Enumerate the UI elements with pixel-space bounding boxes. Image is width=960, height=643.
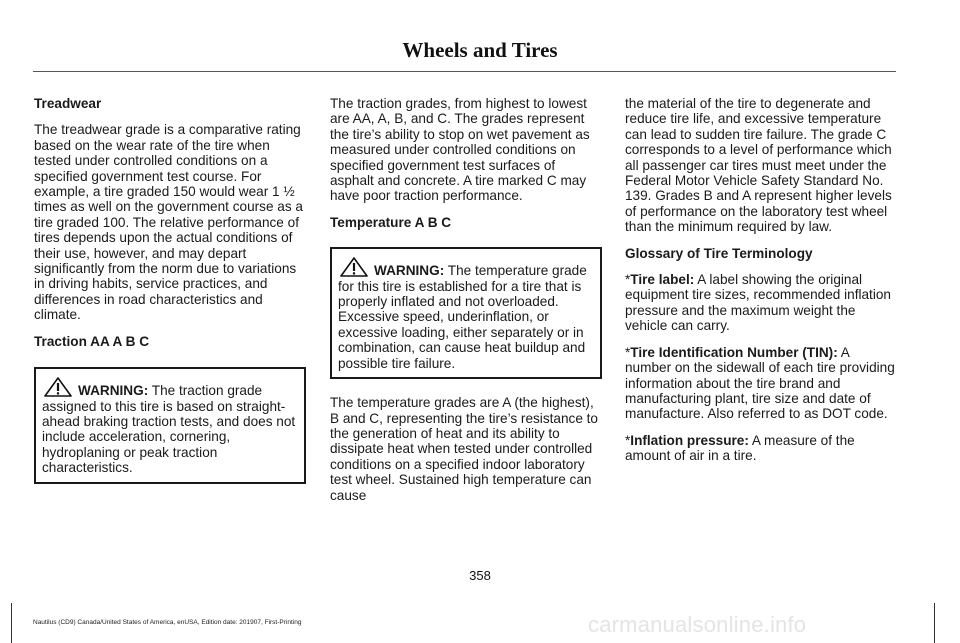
- temperature-continued-paragraph: the material of the tire to degenerate and reduce tire life, and excessive temperature can lead to sudden tire failure. The grade C corresponds to a level of performance which all passenger car tires must meet under the Federal Motor Vehicle Safety Standard No. 139. Grades B and A represent higher levels of performance on the laboratory test wheel than the minimum required by law.: [625, 96, 892, 235]
- traction-warning-box: [34, 367, 306, 483]
- traction-heading: Traction AA A B C: [34, 333, 150, 349]
- glossary-term-tire-label: [625, 272, 897, 334]
- term-prefix: *: [625, 432, 631, 448]
- glossary-term-tin: [625, 345, 897, 422]
- header-divider: [33, 71, 896, 72]
- term-name: Inflation pressure:: [630, 432, 749, 448]
- edition-footer: Nautilus (CD9) Canada/United States of America, enUSA, Edition date: 201907, First-Printing: [33, 619, 302, 626]
- column-2: [330, 96, 602, 514]
- column-1: [34, 96, 306, 500]
- crop-mark: [934, 603, 935, 643]
- term-prefix: *: [625, 272, 631, 288]
- page-number: 358: [469, 568, 491, 583]
- glossary-heading: Glossary of Tire Terminology: [625, 245, 813, 261]
- term-definition: A label showing the original equipment tire sizes, recommended inflation pressure and the maximum weight the vehicle can carry.: [625, 272, 891, 334]
- warning-label: WARNING:: [374, 263, 445, 279]
- glossary-term-inflation-pressure: [625, 433, 897, 464]
- temperature-warning-box: [330, 247, 602, 379]
- temperature-heading: Temperature A B C: [330, 214, 452, 230]
- term-name: Tire label:: [630, 272, 695, 288]
- temperature-warning-text: The temperature grade for this tire is established for a tire that is properly inflated and not overloaded. Excessive speed, underinflation, or excessive loading, either separately or in combination, can cause heat buildup and possible tire failure.: [338, 263, 587, 371]
- traction-warning-text: The traction grade assigned to this tire is based on straight-ahead braking traction tests, and does not include acceleration, cornering, hydroplaning or peak traction characteristics.: [42, 383, 296, 476]
- temperature-grades-paragraph: The temperature grades are A (the highest), B and C, representing the tire’s resistance to the generation of heat and its ability to dissipate heat when tested under controlled conditions on a specified indoor laboratory test wheel. Sustained high temperature can cause: [330, 395, 598, 503]
- term-prefix: *: [625, 344, 631, 360]
- traction-grades-paragraph: The traction grades, from highest to lowest are AA, A, B, and C. The grades represent the tire’s ability to stop on wet pavement as measured under controlled conditions on specified government test surfaces of asphalt and concrete. A tire marked C may have poor traction performance.: [330, 96, 590, 204]
- warning-triangle-icon: [44, 377, 72, 397]
- warning-label: WARNING:: [78, 383, 149, 399]
- column-3: [625, 96, 897, 475]
- crop-mark: [11, 603, 12, 643]
- term-definition: A measure of the amount of air in a tire.: [625, 432, 855, 464]
- term-definition: A number on the sidewall of each tire providing information about the tire brand and manufacturing plant, tire size and date of manufacture. Also referred to as DOT code.: [625, 344, 895, 422]
- treadwear-paragraph: The treadwear grade is a comparative rating based on the wear rate of the tire when tested under controlled conditions on a specified government test course. For example, a tire graded 150 would wear 1 ½ times as well on the government course as a tire graded 100. The relative performance of tires depends upon the actual conditions of their use, however, and may depart significantly from the norm due to variations in driving habits, service practices, and differences in road characteristics and climate.: [34, 122, 303, 323]
- watermark: carmanualsonline.info: [588, 612, 807, 637]
- page-title: Wheels and Tires: [402, 38, 558, 62]
- warning-triangle-icon: [340, 257, 368, 277]
- term-name: Tire Identification Number (TIN):: [630, 344, 838, 360]
- treadwear-heading: Treadwear: [34, 96, 102, 111]
